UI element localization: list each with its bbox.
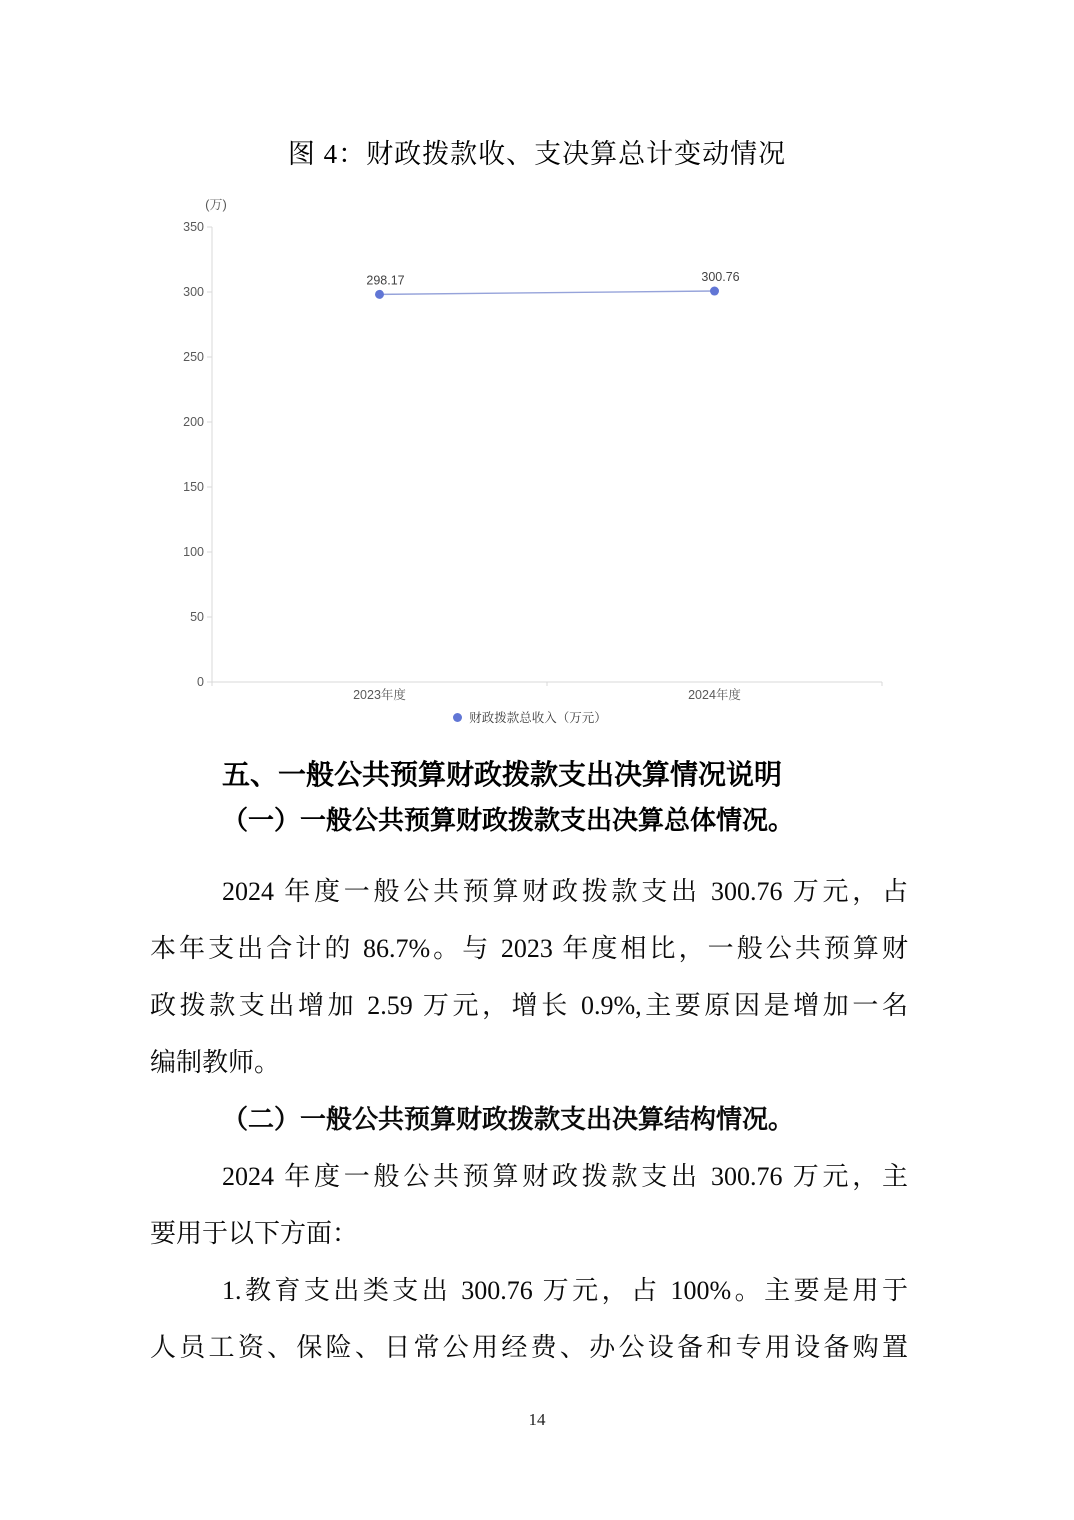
- legend-marker-icon: [453, 713, 462, 722]
- section-heading: 五、一般公共预算财政拨款支出决算情况说明: [222, 759, 783, 790]
- body-line: 编制教师。: [150, 1048, 281, 1077]
- legend-label: 财政拨款总收入（万元）: [469, 711, 607, 725]
- body-line: 人员工资、保险、日常公用经费、办公设备和专用设备购置: [150, 1333, 908, 1362]
- svg-text:50: 50: [190, 610, 204, 624]
- body-text: [150, 863, 908, 1376]
- svg-text:100: 100: [183, 545, 204, 559]
- figure-title: 图 4：财政拨款收、支决算总计变动情况: [287, 139, 787, 169]
- chart-legend: [150, 703, 910, 731]
- body-line: 2024 年度一般公共预算财政拨款支出 300.76 万元，主: [222, 1162, 908, 1191]
- page-number: 14: [528, 1410, 546, 1429]
- svg-text:300.76: 300.76: [701, 270, 740, 285]
- svg-text:250: 250: [183, 350, 204, 364]
- body-line: 要用于以下方面：: [150, 1219, 359, 1248]
- chart-svg: [150, 195, 910, 735]
- svg-text:0: 0: [197, 675, 204, 689]
- svg-text:(万): (万): [205, 197, 227, 212]
- body-line: 政拨款支出增加 2.59 万元，增长 0.9%,主要原因是增加一名: [150, 991, 908, 1020]
- subsection-heading-1: （一）一般公共预算财政拨款支出决算总体情况。: [222, 806, 795, 835]
- line-chart: [150, 195, 910, 740]
- svg-text:200: 200: [183, 415, 204, 429]
- svg-text:150: 150: [183, 480, 204, 494]
- body-line: 2024 年度一般公共预算财政拨款支出 300.76 万元，占: [222, 877, 908, 906]
- body-line: 本年支出合计的 86.7%。与 2023 年度相比，一般公共预算财: [150, 934, 908, 963]
- svg-text:2023年度: 2023年度: [353, 688, 406, 702]
- svg-text:2024年度: 2024年度: [688, 688, 741, 702]
- body-line: 1.教育支出类支出 300.76 万元，占 100%。主要是用于: [222, 1276, 908, 1305]
- svg-text:298.17: 298.17: [366, 273, 405, 288]
- svg-text:300: 300: [183, 285, 204, 299]
- svg-text:350: 350: [183, 220, 204, 234]
- subsection-heading-2: （二）一般公共预算财政拨款支出决算结构情况。: [222, 1105, 795, 1134]
